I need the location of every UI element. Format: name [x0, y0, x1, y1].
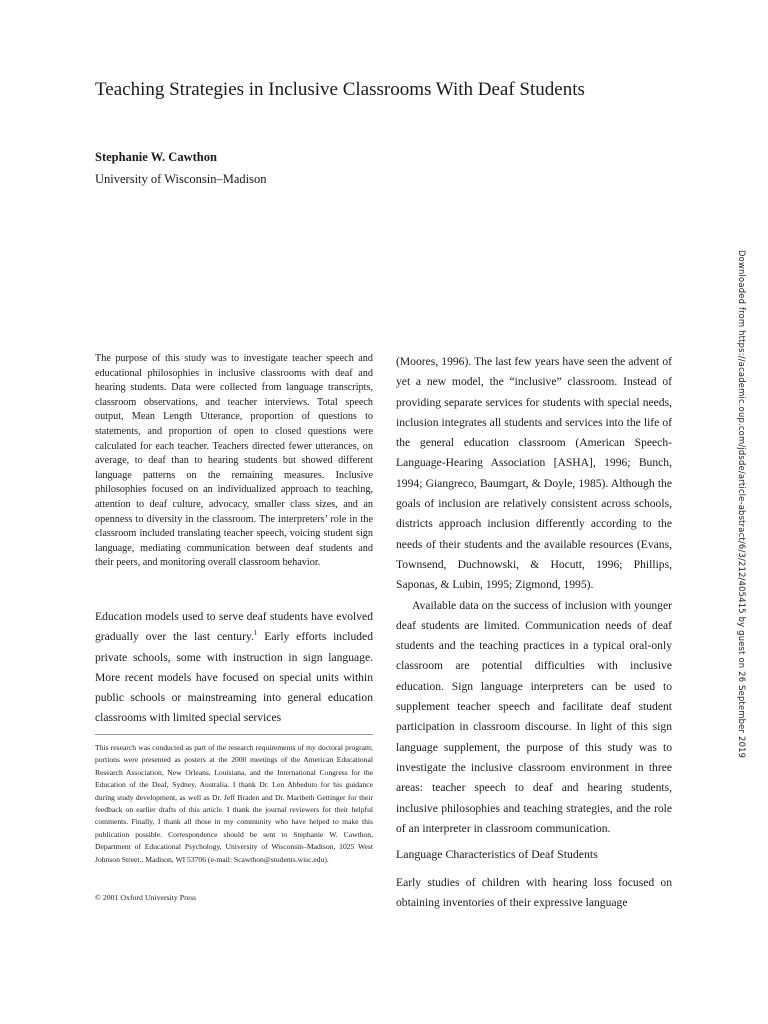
abstract: The purpose of this study was to investigate teacher speech and educational philosophies in inclusive classrooms with deaf and hearing students. Data were collected from language transcripts, classroom observations, and teacher interviews. Total speech output, Mean Length Utterance, proportion of questions to statements, and proportion of open to closed questions were calculated for each teacher. Teachers directed fewer utterances, on average, to deaf than to hearing students but showed different language patterns on the remaining measures. Inclusive philosophies focused on an individualized approach to teaching, attention to deaf culture, advocacy, smaller class sizes, and an openness to diversity in the classroom. The interpreters’ role in the classroom included translating teacher speech, voicing student sign language, mediating communication between deaf students and their peers, and monitoring overall classroom behavior. — [95, 353, 373, 569]
section-heading: Language Characteristics of Deaf Students — [396, 847, 598, 861]
body-paragraph-2: Available data on the success of inclusion with younger deaf students are limited. Communication needs of deaf students and the teaching practices in a typical oral-only classroom are potential difficulties with inclusive education. Sign language interpreters can be used to supplement teacher speech and facilitate deaf student participation in classroom discourse. In light of this sign language supplement, the purpose of this study was to investigate the inclusive classroom environment in three areas: teacher speech to deaf and hearing students, inclusive philosophies and teaching strategies, and the role of an interpreter in classroom communication. — [396, 598, 672, 835]
download-watermark: Downloaded from https://academic.oup.com/jdsde/article-abstract/6/3/212/405415 by guest on 26 September 2019 — [737, 250, 747, 759]
intro-text-start: Education models used to serve deaf students have evolved gradually over the last century. — [95, 610, 373, 644]
footnote-marker: 1 — [253, 629, 258, 638]
article-title: Teaching Strategies in Inclusive Classrooms With Deaf Students — [95, 79, 585, 100]
body-paragraph-3: Early studies of children with hearing loss focused on obtaining inventories of their expressive language — [396, 876, 672, 910]
footnote-rule — [95, 734, 373, 735]
intro-paragraph — [95, 607, 373, 729]
copyright-notice: © 2001 Oxford University Press — [95, 893, 197, 902]
right-column — [396, 352, 672, 839]
author-name: Stephanie W. Cawthon — [95, 150, 217, 164]
intro-text-end: Early efforts included private schools, some with instruction in sign language. More recent models have focused on special units within public schools or mainstreaming into general education classrooms with limited special services — [95, 630, 373, 725]
footnote: This research was conducted as part of the research requirements of my doctoral program; portions were presented as posters at the 2000 meetings of the American Educational Research Association, New Orleans, Louisiana, and the International Congress for the Education of the Deaf, Sydney, Australia. I thank Dr. Len Abbeduto for his guidance during study development, as well as Dr. Jeff Braden and Dr. Maribeth Gettinger for their feedback on earlier drafts of this article. I thank the journal reviewers for their helpful comments. Finally, I thank all those in my community who have helped to make this publication possible. Correspondence should be sent to Stephanie W. Cawthon, Department of Educational Psychology, University of Wisconsin–Madison, 1025 West Johnson Street., Madison, WI 53706 (e-mail: Scawthon@students.wisc.edu). — [95, 743, 373, 864]
author-affiliation: University of Wisconsin–Madison — [95, 172, 267, 186]
body-paragraph-1: (Moores, 1996). The last few years have seen the advent of yet a new model, the “inclusive” classroom. Instead of providing separate services for students with special needs, inclusion integrates all students and services into the life of the general education classroom (American Speech-Language-Hearing Association [ASHA], 1996; Bunch, 1994; Giangreco, Baumgart, & Doyle, 1985). Although the goals of inclusion are relatively consistent across schools, districts approach inclusion differently according to the needs of their students and the available resources (Evans, Townsend, Duchnowski, & Hocutt, 1996; Phillips, Saponas, & Lubin, 1995; Zigmond, 1995). — [396, 355, 672, 592]
